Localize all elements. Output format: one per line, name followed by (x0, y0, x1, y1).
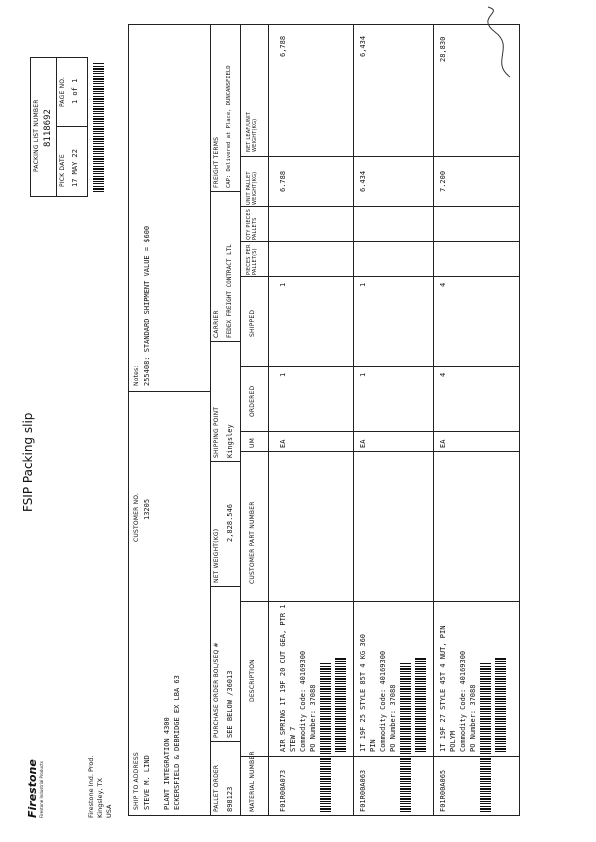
description-line: Commodity Code: 40169300 (459, 650, 467, 752)
pick-date-label: PICK DATE (59, 154, 66, 187)
col-ordered: ORDERED (249, 385, 256, 417)
description-line: Commodity Code: 40169300 (299, 650, 307, 752)
page-label: PAGE NO. (59, 76, 66, 107)
row-barcode (320, 662, 331, 812)
shipped-qty: 4 (439, 282, 447, 287)
ordered-qty: 1 (279, 372, 287, 377)
pallet-weight: 6.434 (359, 170, 367, 192)
description-line: PO Number: 37088 (389, 684, 397, 752)
pallet-order: 898123 (226, 786, 234, 812)
purchase-order-label: PURCHASE ORDER BOL/SEQ # (213, 642, 220, 738)
document-title: FSIP Packing slip (21, 412, 35, 512)
material-number: F01R00A073 (279, 769, 287, 812)
shipped-qty: 1 (279, 282, 287, 287)
company-address-line-1: Firestone Ind. Prod. (87, 755, 95, 818)
col-net-weight: NET LEAF/UNIT WEIGHT(KG) (246, 112, 258, 152)
freight-terms-label: FREIGHT TERMS (213, 136, 220, 188)
uom: EA (439, 439, 447, 448)
packing-list-barcode (93, 62, 104, 192)
ship-to-line-1: STEVE M. LIND (143, 755, 151, 810)
carrier: FEDEX FREIGHT CONTRACT LTL (226, 244, 233, 338)
net-weight-value: 6,788 (279, 35, 287, 57)
net-weight-label: NET WEIGHT(KG) (213, 528, 220, 583)
company-address-line-2: Kingsley, TX (96, 778, 104, 818)
row-barcode (335, 657, 346, 752)
description-line: AIR SPRING 1T 19F 20 CUT GEA, PTR 1 (279, 604, 287, 752)
col-uom: UM (249, 438, 256, 448)
brand-logo: Firestone (26, 759, 39, 818)
customer-no: 13205 (143, 498, 151, 520)
col-material-number: MATERIAL NUMBER (249, 751, 256, 812)
net-weight-value: 6,434 (359, 35, 367, 57)
col-shipped: SHIPPED (249, 309, 256, 337)
description-line: POLYM (449, 730, 457, 752)
customer-no-label: CUSTOMER NO. (133, 492, 140, 542)
col-description: DESCRIPTION (249, 659, 256, 702)
col-customer-part: CUSTOMER PART NUMBER (249, 501, 256, 584)
handwritten-mark (480, 2, 520, 82)
material-number: F01R00A063 (359, 769, 367, 812)
brand-subtitle: Firestone Industrial Products (39, 761, 44, 818)
net-weight-value: 28,830 (439, 36, 447, 62)
purchase-order: SEE BELOW /36013 (226, 670, 234, 738)
ordered-qty: 1 (359, 372, 367, 377)
ship-to-line-3: PLANT INTEGRATION 4300 (163, 717, 171, 810)
carrier-label: CARRIER (213, 310, 220, 338)
description-line: PIN (369, 739, 377, 752)
shipping-point: Kingsley (226, 424, 234, 458)
pallet-weight: 6.788 (279, 170, 287, 192)
notes-text: 255408: STANDARD SHIPMENT VALUE = $600 (143, 225, 151, 386)
shipped-qty: 1 (359, 282, 367, 287)
shipping-point-label: SHIPPING POINT (213, 406, 220, 458)
col-qty-pallets: QTY PIECES PALLETS (246, 208, 258, 240)
pallet-order-label: PALLET ORDER (213, 764, 220, 812)
packing-list-number: 8118692 (43, 109, 53, 147)
description-line: STEW 7 (289, 726, 297, 752)
description-line: 1T 19F 27 STYLE 45T 4 NUT, PIN (439, 625, 447, 752)
row-barcode (495, 657, 506, 752)
description-line: PO Number: 37088 (309, 684, 317, 752)
ship-to-label: SHIP TO ADDRESS (133, 752, 140, 810)
uom: EA (279, 439, 287, 448)
pallet-weight: 7.200 (439, 170, 447, 192)
col-pieces-per-pallet: PIECES PER PALLET(S) (246, 244, 258, 275)
ship-to-line-4: ECKERSFIELD & DEBRIDGE EX LBA 63 (173, 675, 181, 810)
row-barcode (415, 657, 426, 752)
row-barcode (400, 662, 411, 812)
description-line: Commodity Code: 40169300 (379, 650, 387, 752)
company-address-line-3: USA (105, 804, 113, 818)
pick-date: 17 MAY 22 (71, 149, 79, 187)
col-pallet-weight: UNIT PALLET WEIGHT(KG) (246, 171, 258, 205)
description-line: 1T 19F 25 STYLE 85T 4 KG 360 (359, 633, 367, 752)
page-number: 1 of 1 (71, 78, 79, 104)
uom: EA (359, 439, 367, 448)
ordered-qty: 4 (439, 372, 447, 377)
description-line: PO Number: 37088 (469, 684, 477, 752)
material-number: F01R00A065 (439, 769, 447, 812)
freight-terms: CAP: Delivered at Place, DUNCANSFIELD (226, 65, 232, 188)
row-barcode (480, 662, 491, 812)
net-weight: 2,828.546 (226, 504, 234, 542)
notes-label: Notes: (133, 365, 140, 386)
packing-list-number-label: PACKING LIST NUMBER (33, 99, 40, 172)
